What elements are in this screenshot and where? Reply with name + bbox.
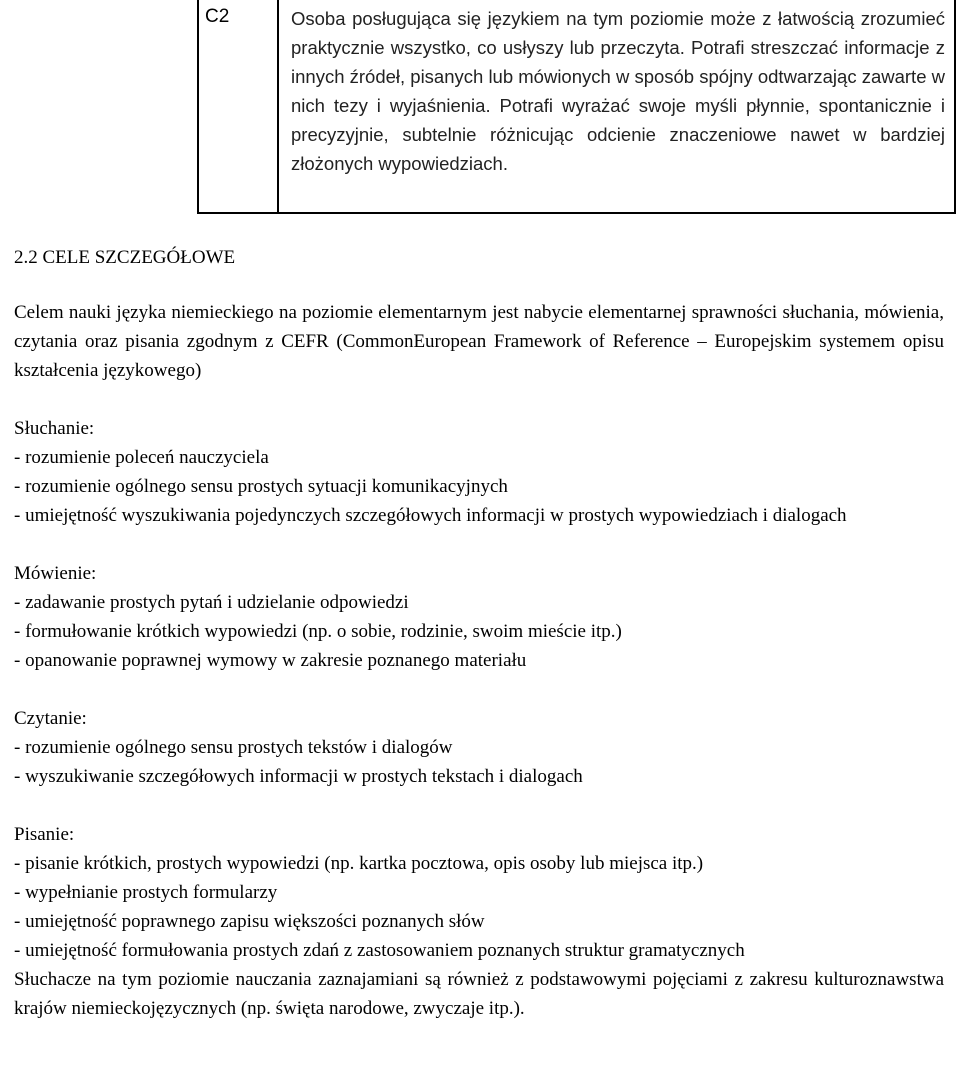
- list-item: - zadawanie prostych pytań i udzielanie odpowiedzi: [14, 592, 409, 613]
- level-code-cell: C2: [205, 6, 230, 27]
- list-item: - pisanie krótkich, prostych wypowiedzi (np. kartka pocztowa, opis osoby lub miejsca itp.): [14, 853, 704, 874]
- group-heading: Pisanie:: [14, 824, 75, 845]
- list-item: - formułowanie krótkich wypowiedzi (np. o sobie, rodzinie, swoim mieście itp.): [14, 621, 622, 642]
- group-heading: Mówienie:: [14, 563, 97, 584]
- section-title: 2.2 CELE SZCZEGÓŁOWE: [14, 247, 236, 268]
- level-table: [197, 0, 956, 214]
- intro-paragraph: Celem nauki języka niemieckiego na poziomie elementarnym jest nabycie elementarnej sprawności słuchania, mówienia, czytania oraz pisania zgodnym z CEFR (CommonEuropean Framework of Reference – Europejskim systemem opisu kształcenia językowego): [14, 302, 944, 381]
- list-item: - umiejętność formułowania prostych zdań z zastosowaniem poznanych struktur gramatycznych: [14, 940, 745, 961]
- list-item: - umiejętność wyszukiwania pojedynczych szczegółowych informacji w prostych wypowiedziach i dialogach: [14, 505, 847, 526]
- table-column-divider: [277, 0, 279, 212]
- list-item: - opanowanie poprawnej wymowy w zakresie poznanego materiału: [14, 650, 527, 671]
- closing-paragraph: Słuchacze na tym poziomie nauczania zaznajamiani są również z podstawowymi pojęciami z zakresu kulturoznawstwa krajów niemieckojęzycznych (np. święta narodowe, zwyczaje itp.).: [14, 969, 944, 1019]
- list-item: - umiejętność poprawnego zapisu większości poznanych słów: [14, 911, 485, 932]
- list-item: - rozumienie poleceń nauczyciela: [14, 447, 269, 468]
- list-item: - wyszukiwanie szczegółowych informacji w prostych tekstach i dialogach: [14, 766, 583, 787]
- list-item: - rozumienie ogólnego sensu prostych tekstów i dialogów: [14, 737, 453, 758]
- list-item: - wypełnianie prostych formularzy: [14, 882, 278, 903]
- list-item: - rozumienie ogólnego sensu prostych sytuacji komunikacyjnych: [14, 476, 508, 497]
- group-reading: [14, 704, 944, 791]
- group-heading: Słuchanie:: [14, 418, 95, 439]
- group-listening: [14, 414, 944, 530]
- level-description-cell: Osoba posługująca się językiem na tym poziomie może z łatwością zrozumieć praktycznie wszystko, co usłyszy lub przeczyta. Potrafi streszczać informacje z innych źródeł, pisanych lub mówionych w sposób spójny odtwarzając zawarte w nich tezy i wyjaśnienia. Potrafi wyrażać swoje myśli płynnie, spontanicznie i precyzyjnie, subtelnie różnicując odcienie znaczeniowe nawet w bardziej złożonych wypowiedziach.: [291, 8, 945, 174]
- group-speaking: [14, 559, 944, 675]
- group-heading: Czytanie:: [14, 708, 87, 729]
- document-body: [14, 243, 944, 1023]
- group-writing: [14, 820, 944, 965]
